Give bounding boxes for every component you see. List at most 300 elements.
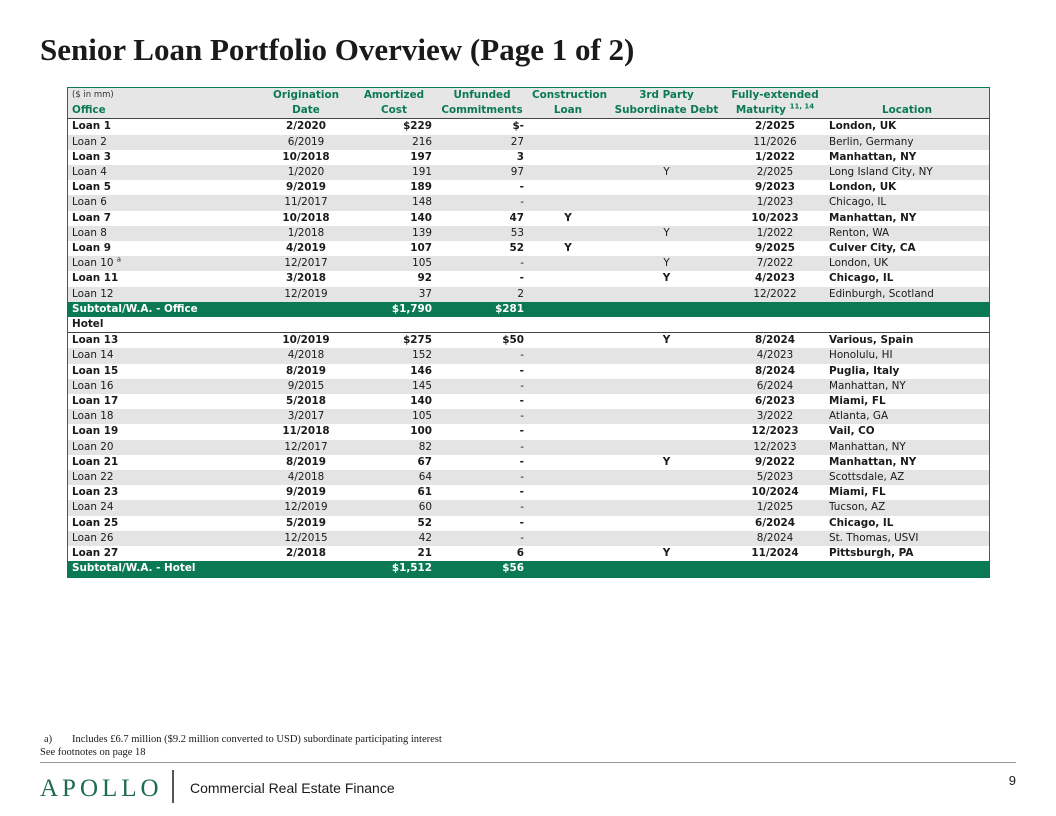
header-unfunded: Unfunded <box>436 88 528 103</box>
cell-origination-date: 9/2015 <box>260 379 352 394</box>
cell-maturity: 12/2023 <box>725 440 825 455</box>
loan-name: Loan 5 <box>72 181 112 194</box>
header-fully-extended: Fully-extended <box>725 88 825 103</box>
cell-amortized-cost: 107 <box>352 241 436 256</box>
cell-origination-date: 9/2019 <box>260 180 352 195</box>
loan-portfolio-table <box>68 88 989 577</box>
loan-name: Loan 13 <box>72 334 119 347</box>
cell-loan <box>68 531 260 546</box>
office-subtotal-row <box>68 302 989 317</box>
cell-loan <box>68 135 260 150</box>
cell-unfunded: - <box>436 394 528 409</box>
cell-third-party: Y <box>608 455 725 470</box>
cell-construction <box>528 379 608 394</box>
cell-origination-date: 8/2019 <box>260 364 352 379</box>
cell-loan <box>68 241 260 256</box>
cell-construction <box>528 287 608 302</box>
cell-origination-date: 12/2017 <box>260 440 352 455</box>
cell-maturity: 5/2023 <box>725 470 825 485</box>
cell-construction <box>528 485 608 500</box>
cell-third-party <box>608 379 725 394</box>
cell-third-party <box>608 516 725 531</box>
cell-third-party <box>608 409 725 424</box>
cell-amortized-cost: 105 <box>352 256 436 271</box>
cell-amortized-cost: 145 <box>352 379 436 394</box>
cell-third-party <box>608 287 725 302</box>
cell-maturity: 6/2024 <box>725 516 825 531</box>
subtotal-label: Subtotal/W.A. - Office <box>68 302 260 317</box>
cell-blank <box>608 317 725 333</box>
header-maturity <box>725 103 825 119</box>
cell-origination-date: 6/2019 <box>260 135 352 150</box>
cell-loan <box>68 226 260 241</box>
cell-amortized-cost: 140 <box>352 211 436 226</box>
cell-unfunded: 2 <box>436 287 528 302</box>
cell-blank <box>436 317 528 333</box>
cell-loan <box>68 455 260 470</box>
cell-blank <box>260 317 352 333</box>
loan-name: Loan 9 <box>72 242 112 255</box>
header-subordinate-debt: Subordinate Debt <box>608 103 725 119</box>
loan-name: Loan 20 <box>72 440 114 453</box>
division-name: Commercial Real Estate Finance <box>190 780 395 796</box>
cell-location: Chicago, IL <box>825 516 989 531</box>
cell-unfunded: - <box>436 470 528 485</box>
cell-construction <box>528 455 608 470</box>
table-row <box>68 424 989 439</box>
loan-name: Loan 23 <box>72 486 119 499</box>
cell-amortized-cost: 37 <box>352 287 436 302</box>
cell-unfunded: 52 <box>436 241 528 256</box>
cell-loan <box>68 409 260 424</box>
cell-location: Scottsdale, AZ <box>825 470 989 485</box>
loan-name: Loan 12 <box>72 287 114 300</box>
cell-third-party <box>608 364 725 379</box>
table-row <box>68 119 989 135</box>
table-row <box>68 546 989 561</box>
cell-unfunded: 6 <box>436 546 528 561</box>
table-row <box>68 440 989 455</box>
cell-location: Chicago, IL <box>825 195 989 210</box>
cell-origination-date: 10/2018 <box>260 150 352 165</box>
cell-origination-date: 10/2018 <box>260 211 352 226</box>
cell-blank <box>825 302 989 317</box>
cell-unfunded: 3 <box>436 150 528 165</box>
loan-name: Loan 6 <box>72 196 107 209</box>
cell-unfunded: - <box>436 364 528 379</box>
cell-unfunded: - <box>436 271 528 286</box>
loan-footnote-marker: a <box>116 256 122 264</box>
loan-name: Loan 24 <box>72 501 114 514</box>
cell-third-party <box>608 440 725 455</box>
table-row <box>68 455 989 470</box>
table-row <box>68 287 989 302</box>
loan-name: Loan 2 <box>72 135 107 148</box>
cell-location: Miami, FL <box>825 394 989 409</box>
cell-construction <box>528 150 608 165</box>
table-row <box>68 394 989 409</box>
header-maturity-footnote: 11, 14 <box>789 103 815 111</box>
cell-third-party: Y <box>608 333 725 349</box>
header-loan: Loan <box>528 103 608 119</box>
cell-blank <box>825 317 989 333</box>
cell-maturity: 1/2025 <box>725 500 825 515</box>
cell-unfunded: - <box>436 379 528 394</box>
office-section <box>68 119 989 302</box>
cell-origination-date: 4/2019 <box>260 241 352 256</box>
table-row <box>68 180 989 195</box>
cell-loan <box>68 256 260 271</box>
cell-amortized-cost: 67 <box>352 455 436 470</box>
hotel-section-header <box>68 317 989 333</box>
loan-name: Loan 26 <box>72 531 114 544</box>
loan-name: Loan 8 <box>72 226 107 239</box>
table-row <box>68 470 989 485</box>
cell-location: Culver City, CA <box>825 241 989 256</box>
cell-loan <box>68 364 260 379</box>
cell-maturity: 4/2023 <box>725 271 825 286</box>
cell-amortized-cost: 216 <box>352 135 436 150</box>
cell-location: Atlanta, GA <box>825 409 989 424</box>
header-office: Office <box>68 103 260 119</box>
cell-location: Honolulu, HI <box>825 348 989 363</box>
loan-name: Loan 1 <box>72 120 112 133</box>
cell-location: Manhattan, NY <box>825 440 989 455</box>
table-row <box>68 333 989 349</box>
cell-blank <box>725 302 825 317</box>
cell-loan <box>68 516 260 531</box>
cell-location: London, UK <box>825 256 989 271</box>
loan-name: Loan 11 <box>72 272 119 285</box>
cell-loan <box>68 424 260 439</box>
cell-maturity: 11/2026 <box>725 135 825 150</box>
cell-unfunded: 47 <box>436 211 528 226</box>
loan-name: Loan 16 <box>72 379 114 392</box>
loan-name: Loan 22 <box>72 471 114 484</box>
cell-unfunded: - <box>436 424 528 439</box>
cell-location: Berlin, Germany <box>825 135 989 150</box>
cell-maturity: 9/2023 <box>725 180 825 195</box>
table-row <box>68 348 989 363</box>
cell-location: London, UK <box>825 180 989 195</box>
cell-origination-date: 2/2018 <box>260 546 352 561</box>
cell-loan <box>68 379 260 394</box>
cell-location: Chicago, IL <box>825 271 989 286</box>
cell-third-party: Y <box>608 226 725 241</box>
cell-unfunded: - <box>436 485 528 500</box>
cell-third-party: Y <box>608 165 725 180</box>
table-row <box>68 165 989 180</box>
cell-unfunded: - <box>436 500 528 515</box>
header-3rd-party: 3rd Party <box>608 88 725 103</box>
cell-construction <box>528 226 608 241</box>
cell-loan <box>68 470 260 485</box>
section-label-hotel: Hotel <box>68 317 260 333</box>
cell-maturity: 10/2024 <box>725 485 825 500</box>
cell-amortized-cost: 92 <box>352 271 436 286</box>
header-blank <box>825 88 989 103</box>
subtotal-label: Subtotal/W.A. - Hotel <box>68 561 260 576</box>
cell-maturity: 3/2022 <box>725 409 825 424</box>
cell-third-party <box>608 531 725 546</box>
cell-maturity: 12/2023 <box>725 424 825 439</box>
loan-name: Loan 15 <box>72 364 119 377</box>
cell-amortized-cost: 21 <box>352 546 436 561</box>
header-row-top <box>68 88 989 103</box>
logo-separator <box>172 770 174 803</box>
cell-location: Renton, WA <box>825 226 989 241</box>
cell-unfunded: 97 <box>436 165 528 180</box>
cell-blank <box>528 561 608 576</box>
cell-location: Manhattan, NY <box>825 150 989 165</box>
cell-blank <box>725 317 825 333</box>
cell-origination-date: 8/2019 <box>260 455 352 470</box>
cell-blank <box>352 317 436 333</box>
cell-origination-date: 11/2018 <box>260 424 352 439</box>
cell-amortized-cost: 100 <box>352 424 436 439</box>
cell-maturity: 1/2023 <box>725 195 825 210</box>
header-location: Location <box>825 103 989 119</box>
cell-amortized-cost: $229 <box>352 119 436 135</box>
cell-origination-date: 5/2019 <box>260 516 352 531</box>
cell-unfunded: - <box>436 195 528 210</box>
cell-construction <box>528 256 608 271</box>
cell-loan <box>68 440 260 455</box>
table-row <box>68 409 989 424</box>
loan-name: Loan 7 <box>72 211 112 224</box>
cell-construction <box>528 195 608 210</box>
cell-blank <box>608 302 725 317</box>
cell-origination-date: 4/2018 <box>260 348 352 363</box>
cell-loan <box>68 394 260 409</box>
cell-location: Miami, FL <box>825 485 989 500</box>
cell-origination-date: 10/2019 <box>260 333 352 349</box>
cell-construction <box>528 348 608 363</box>
cell-amortized-cost: 152 <box>352 348 436 363</box>
header-cost: Cost <box>352 103 436 119</box>
table-row <box>68 195 989 210</box>
cell-maturity: 9/2022 <box>725 455 825 470</box>
footnote-text: Includes £6.7 million ($9.2 million converted to USD) subordinate participating interest <box>72 734 442 745</box>
cell-third-party <box>608 470 725 485</box>
cell-loan <box>68 195 260 210</box>
cell-blank <box>725 561 825 576</box>
header-maturity-label: Maturity <box>735 104 786 117</box>
cell-amortized-cost: 197 <box>352 150 436 165</box>
cell-loan <box>68 150 260 165</box>
cell-third-party <box>608 348 725 363</box>
table-row <box>68 226 989 241</box>
cell-maturity: 1/2022 <box>725 150 825 165</box>
cell-third-party <box>608 241 725 256</box>
cell-third-party <box>608 211 725 226</box>
cell-construction <box>528 424 608 439</box>
loan-name: Loan 3 <box>72 150 112 163</box>
cell-maturity: 8/2024 <box>725 333 825 349</box>
table-row <box>68 516 989 531</box>
cell-origination-date: 12/2019 <box>260 500 352 515</box>
cell-blank <box>825 561 989 576</box>
cell-loan <box>68 287 260 302</box>
cell-construction <box>528 516 608 531</box>
cell-loan <box>68 271 260 286</box>
cell-maturity: 2/2025 <box>725 119 825 135</box>
cell-maturity: 6/2024 <box>725 379 825 394</box>
cell-unfunded: $- <box>436 119 528 135</box>
subtotal-cost: $1,512 <box>352 561 436 576</box>
cell-location: Pittsburgh, PA <box>825 546 989 561</box>
cell-maturity: 10/2023 <box>725 211 825 226</box>
cell-location: Manhattan, NY <box>825 455 989 470</box>
table-row <box>68 256 989 271</box>
cell-loan <box>68 348 260 363</box>
cell-origination-date: 9/2019 <box>260 485 352 500</box>
cell-blank <box>608 561 725 576</box>
table-row <box>68 500 989 515</box>
cell-location: Edinburgh, Scotland <box>825 287 989 302</box>
cell-maturity: 1/2022 <box>725 226 825 241</box>
header-date: Date <box>260 103 352 119</box>
table-row <box>68 241 989 256</box>
cell-unfunded: - <box>436 516 528 531</box>
cell-amortized-cost: 146 <box>352 364 436 379</box>
cell-third-party <box>608 135 725 150</box>
cell-amortized-cost: 148 <box>352 195 436 210</box>
header-row-bottom <box>68 103 989 119</box>
loan-name: Loan 14 <box>72 349 114 362</box>
table-row <box>68 379 989 394</box>
cell-loan <box>68 546 260 561</box>
cell-construction: Y <box>528 211 608 226</box>
cell-construction: Y <box>528 241 608 256</box>
cell-amortized-cost: 105 <box>352 409 436 424</box>
page-number: 9 <box>1008 773 1016 788</box>
cell-third-party <box>608 195 725 210</box>
cell-unfunded: - <box>436 531 528 546</box>
cell-unfunded: 53 <box>436 226 528 241</box>
cell-origination-date: 2/2020 <box>260 119 352 135</box>
cell-maturity: 8/2024 <box>725 364 825 379</box>
cell-third-party <box>608 150 725 165</box>
loan-name: Loan 21 <box>72 455 119 468</box>
hotel-section <box>68 333 989 562</box>
cell-origination-date: 11/2017 <box>260 195 352 210</box>
cell-blank <box>260 302 352 317</box>
table-row <box>68 364 989 379</box>
cell-maturity: 2/2025 <box>725 165 825 180</box>
cell-construction <box>528 333 608 349</box>
header-origination: Origination <box>260 88 352 103</box>
cell-loan <box>68 165 260 180</box>
table-row <box>68 211 989 226</box>
cell-construction <box>528 394 608 409</box>
cell-construction <box>528 180 608 195</box>
cell-unfunded: - <box>436 256 528 271</box>
cell-maturity: 7/2022 <box>725 256 825 271</box>
cell-maturity: 8/2024 <box>725 531 825 546</box>
office-subtotal-section <box>68 302 989 333</box>
units-label: ($ in mm) <box>68 88 260 103</box>
cell-amortized-cost: 60 <box>352 500 436 515</box>
cell-location: Puglia, Italy <box>825 364 989 379</box>
cell-third-party <box>608 424 725 439</box>
cell-location: Manhattan, NY <box>825 211 989 226</box>
cell-construction <box>528 470 608 485</box>
cell-origination-date: 12/2019 <box>260 287 352 302</box>
cell-origination-date: 4/2018 <box>260 470 352 485</box>
loan-name: Loan 4 <box>72 166 107 179</box>
cell-location: St. Thomas, USVI <box>825 531 989 546</box>
cell-origination-date: 3/2017 <box>260 409 352 424</box>
hotel-subtotal-section <box>68 561 989 576</box>
cell-maturity: 9/2025 <box>725 241 825 256</box>
subtotal-unfunded: $281 <box>436 302 528 317</box>
cell-amortized-cost: $275 <box>352 333 436 349</box>
cell-maturity: 4/2023 <box>725 348 825 363</box>
cell-unfunded: $50 <box>436 333 528 349</box>
cell-amortized-cost: 140 <box>352 394 436 409</box>
cell-construction <box>528 119 608 135</box>
cell-construction <box>528 409 608 424</box>
cell-maturity: 12/2022 <box>725 287 825 302</box>
cell-origination-date: 1/2020 <box>260 165 352 180</box>
cell-location: London, UK <box>825 119 989 135</box>
cell-third-party: Y <box>608 256 725 271</box>
cell-loan <box>68 500 260 515</box>
see-footnotes: See footnotes on page 18 <box>40 747 146 758</box>
table-row <box>68 150 989 165</box>
cell-construction <box>528 546 608 561</box>
cell-origination-date: 3/2018 <box>260 271 352 286</box>
cell-origination-date: 1/2018 <box>260 226 352 241</box>
cell-unfunded: - <box>436 180 528 195</box>
cell-amortized-cost: 139 <box>352 226 436 241</box>
loan-table-container <box>67 87 990 578</box>
table-row <box>68 485 989 500</box>
cell-construction <box>528 271 608 286</box>
cell-loan <box>68 211 260 226</box>
cell-location: Long Island City, NY <box>825 165 989 180</box>
cell-construction <box>528 440 608 455</box>
loan-name: Loan 18 <box>72 410 114 423</box>
header-construction: Construction <box>528 88 608 103</box>
cell-amortized-cost: 191 <box>352 165 436 180</box>
cell-third-party <box>608 500 725 515</box>
cell-amortized-cost: 52 <box>352 516 436 531</box>
cell-third-party <box>608 394 725 409</box>
cell-maturity: 6/2023 <box>725 394 825 409</box>
loan-name: Loan 25 <box>72 516 119 529</box>
cell-loan <box>68 119 260 135</box>
apollo-logo: APOLLO <box>40 775 163 802</box>
cell-location: Vail, CO <box>825 424 989 439</box>
cell-third-party <box>608 485 725 500</box>
footer-divider <box>40 762 1016 763</box>
cell-origination-date: 12/2015 <box>260 531 352 546</box>
cell-construction <box>528 500 608 515</box>
cell-origination-date: 5/2018 <box>260 394 352 409</box>
loan-name: Loan 10 <box>72 257 114 270</box>
cell-blank <box>260 561 352 576</box>
cell-blank <box>528 317 608 333</box>
cell-construction <box>528 364 608 379</box>
cell-amortized-cost: 61 <box>352 485 436 500</box>
cell-location: Manhattan, NY <box>825 379 989 394</box>
header-amortized: Amortized <box>352 88 436 103</box>
subtotal-unfunded: $56 <box>436 561 528 576</box>
cell-third-party: Y <box>608 271 725 286</box>
cell-unfunded: - <box>436 348 528 363</box>
